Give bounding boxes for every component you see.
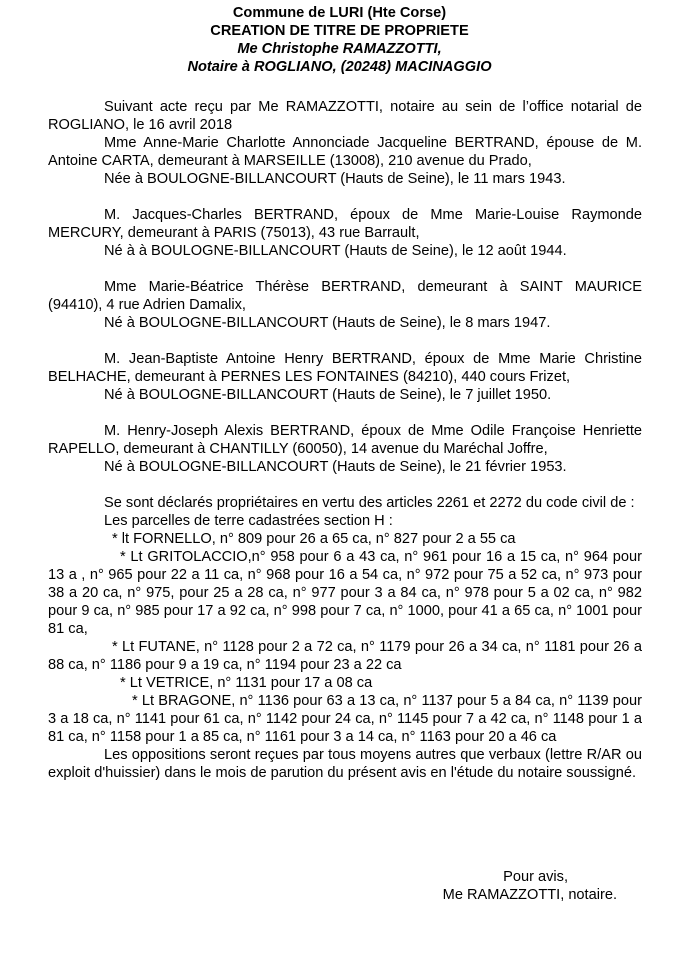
document-title: CREATION DE TITRE DE PROPRIETE: [210, 23, 469, 39]
person-3-birth: Né à BOULOGNE-BILLANCOURT (Hauts de Seine), le 8 mars 1947.: [104, 315, 551, 331]
person-2-birth: Né à à BOULOGNE-BILLANCOURT (Hauts de Seine), le 12 août 1944.: [104, 243, 567, 259]
notary-location: Notaire à ROGLIANO, (20248) MACINAGGIO: [187, 59, 492, 75]
person-1-text: Mme Anne-Marie Charlotte Annonciade Jacqueline BERTRAND, épouse de M. Antoine CARTA, demeurant à MARSEILLE (13008), 210 avenue du Prado,: [48, 135, 642, 169]
person-1-birth: Née à BOULOGNE-BILLANCOURT (Hauts de Seine), le 11 mars 1943.: [104, 171, 566, 187]
commune-title: Commune de LURI (Hte Corse): [232, 5, 447, 21]
person-2-text: M. Jacques-Charles BERTRAND, époux de Mme Marie-Louise Raymonde MERCURY, demeurant à PARIS (75013), 43 rue Barrault,: [48, 207, 642, 241]
document-body: [48, 98, 642, 782]
parcel-fornello: * lt FORNELLO, n° 809 pour 26 a 65 ca, n° 827 pour 2 a 55 ca: [112, 531, 516, 547]
signature-block: [443, 868, 617, 904]
intro-paragraph: Suivant acte reçu par Me RAMAZZOTTI, notaire au sein de l’office notarial de ROGLIANO, le 16 avril 2018: [48, 99, 642, 133]
parcel-futane: * Lt FUTANE, n° 1128 pour 2 a 72 ca, n° 1179 pour 26 a 34 ca, n° 1181 pour 26 a 88 ca, n° 1186 pour 9 a 19 ca, n° 1194 pour 23 a 22 ca: [48, 639, 642, 673]
notary-name: Me Christophe RAMAZZOTTI,: [237, 41, 442, 57]
document-header: [0, 4, 679, 76]
parcel-vetrice: * Lt VETRICE, n° 1131 pour 17 a 08 ca: [120, 675, 373, 691]
declaration-paragraph: Se sont déclarés propriétaires en vertu des articles 2261 et 2272 du code civil de :: [104, 495, 635, 511]
signature-line-1: Pour avis,: [503, 869, 568, 885]
person-3-text: Mme Marie-Béatrice Thérèse BERTRAND, demeurant à SAINT MAURICE (94410), 4 rue Adrien Damalix,: [48, 279, 642, 313]
oppositions-paragraph: Les oppositions seront reçues par tous moyens autres que verbaux (lettre R/AR ou exploit d'huissier) dans le mois de parution du présent avis en l'étude du notaire soussigné.: [48, 747, 642, 781]
parcels-intro: Les parcelles de terre cadastrées section H :: [104, 513, 393, 529]
person-5-text: M. Henry-Joseph Alexis BERTRAND, époux de Mme Odile Françoise Henriette RAPELLO, demeurant à CHANTILLY (60050), 14 avenue du Maréchal Joffre,: [48, 423, 642, 457]
signature-line-2: Me RAMAZZOTTI, notaire.: [442, 887, 617, 903]
person-4-birth: Né à BOULOGNE-BILLANCOURT (Hauts de Seine), le 7 juillet 1950.: [104, 387, 552, 403]
parcel-bragone: * Lt BRAGONE, n° 1136 pour 63 a 13 ca, n° 1137 pour 5 a 84 ca, n° 1139 pour 3 a 18 ca, n° 1141 pour 61 ca, n° 1142 pour 24 ca, n° 1145 pour 7 a 42 ca, n° 1148 pour 1 a 81 ca, n° 1158 pour 1 a 85 ca, n° 1161 pour 3 a 14 ca, n° 1163 pour 20 a 46 ca: [48, 693, 642, 745]
parcel-gritolaccio: * Lt GRITOLACCIO,n° 958 pour 6 a 43 ca, n° 961 pour 16 a 15 ca, n° 964 pour 13 a , n° 965 pour 22 a 11 ca, n° 968 pour 16 a 54 ca, n° 972 pour 75 a 52 ca, n° 973 pour 38 a 20 ca, n° 975, pour 25 a 28 ca, n° 977 pour 3 a 84 ca, n° 978 pour 5 a 02 ca, n° 982 pour 9 ca, n° 985 pour 17 a 92 ca, n° 998 pour 7 ca, n° 1000, pour 41 a 65 ca, n° 1001 pour 81 ca,: [48, 549, 642, 637]
person-4-text: M. Jean-Baptiste Antoine Henry BERTRAND, époux de Mme Marie Christine BELHACHE, demeurant à PERNES LES FONTAINES (84210), 440 cours Frizet,: [48, 351, 642, 385]
person-5-birth: Né à BOULOGNE-BILLANCOURT (Hauts de Seine), le 21 février 1953.: [104, 459, 567, 475]
